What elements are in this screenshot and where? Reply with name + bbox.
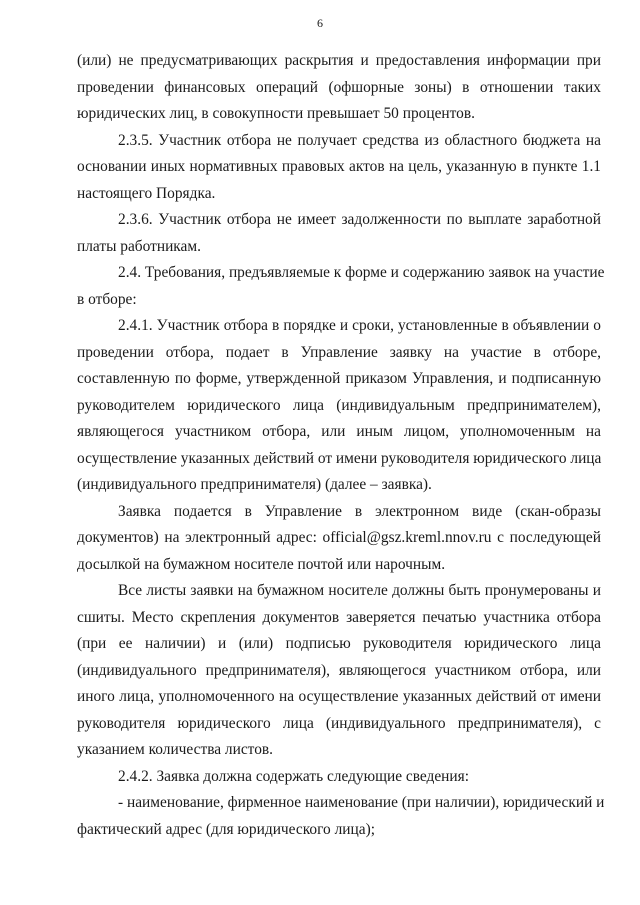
text-line: (индивидуального предпринимателя) (далее – заявка). bbox=[77, 476, 432, 493]
text-line: сшиты. Место скрепления документов заверяется печатью участника отбора bbox=[77, 608, 601, 626]
paragraph bbox=[77, 764, 601, 791]
paragraph bbox=[77, 499, 601, 579]
text-line: Все листы заявки на бумажном носителе должны быть пронумерованы и bbox=[118, 582, 601, 599]
text-line: (при ее наличии) и (или) подписью руководителя юридического лица bbox=[77, 635, 601, 652]
text-line: 2.3.6. Участник отбора не имеет задолженности по выплате заработной bbox=[118, 211, 601, 228]
text-line: иного лица, уполномоченного на осуществление указанных действий от имени bbox=[77, 688, 601, 705]
text-line: 2.4.1. Участник отбора в порядке и сроки, установленные в объявлении о bbox=[118, 317, 601, 334]
text-line: (индивидуального предпринимателя), являющегося участником отбора, или bbox=[77, 661, 601, 679]
text-line: указанием количества листов. bbox=[77, 741, 274, 758]
text-line: 2.4. Требования, предъявляемые к форме и содержанию заявок на участие bbox=[118, 264, 605, 281]
text-line: осуществление указанных действий от имени руководителя юридического лица bbox=[77, 449, 602, 467]
text-line: досылкой на бумажном носителе почтой или нарочным. bbox=[77, 555, 446, 573]
text-line: в отборе: bbox=[77, 290, 137, 308]
text-line: основании иных нормативных правовых актов на цель, указанную в пункте 1.1 bbox=[77, 158, 601, 175]
paragraph bbox=[77, 260, 605, 313]
text-line: платы работникам. bbox=[77, 237, 201, 255]
text-line: Заявка подается в Управление в электронном виде (скан-образы bbox=[118, 502, 601, 520]
paragraph bbox=[77, 313, 601, 499]
paragraph bbox=[77, 48, 601, 128]
paragraph bbox=[77, 790, 605, 843]
text-line: составленную по форме, утвержденной приказом Управления, и подписанную bbox=[77, 370, 601, 387]
text-line: фактический адрес (для юридического лица); bbox=[77, 820, 375, 838]
text-line: проведении финансовых операций (офшорные зоны) в отношении таких bbox=[77, 78, 601, 96]
text-line: 2.4.2. Заявка должна содержать следующие сведения: bbox=[118, 767, 469, 785]
text-line: руководителем юридического лица (индивидуальным предпринимателем), bbox=[77, 396, 601, 414]
text-line: руководителя юридического лица (индивидуального предпринимателя), с bbox=[77, 714, 601, 732]
page-number: 6 bbox=[317, 16, 323, 30]
text-line: документов) на электронный адрес: official@gsz.kreml.nnov.ru с последующей bbox=[77, 529, 601, 546]
paragraph bbox=[77, 578, 601, 764]
text-line: настоящего Порядка. bbox=[77, 184, 216, 202]
text-line: являющегося участником отбора, или иным лицом, уполномоченным на bbox=[77, 423, 601, 440]
paragraph bbox=[77, 128, 601, 208]
text-line: (или) не предусматривающих раскрытия и предоставления информации при bbox=[77, 52, 601, 69]
text-line: юридических лиц, в совокупности превышает 50 процентов. bbox=[77, 105, 475, 122]
document-body bbox=[77, 48, 605, 843]
text-line: - наименование, фирменное наименование (при наличии), юридический и bbox=[118, 794, 605, 811]
text-line: 2.3.5. Участник отбора не получает средства из областного бюджета на bbox=[118, 131, 601, 149]
text-line: проведении отбора, подает в Управление заявку на участие в отборе, bbox=[77, 343, 601, 361]
paragraph bbox=[77, 207, 601, 260]
